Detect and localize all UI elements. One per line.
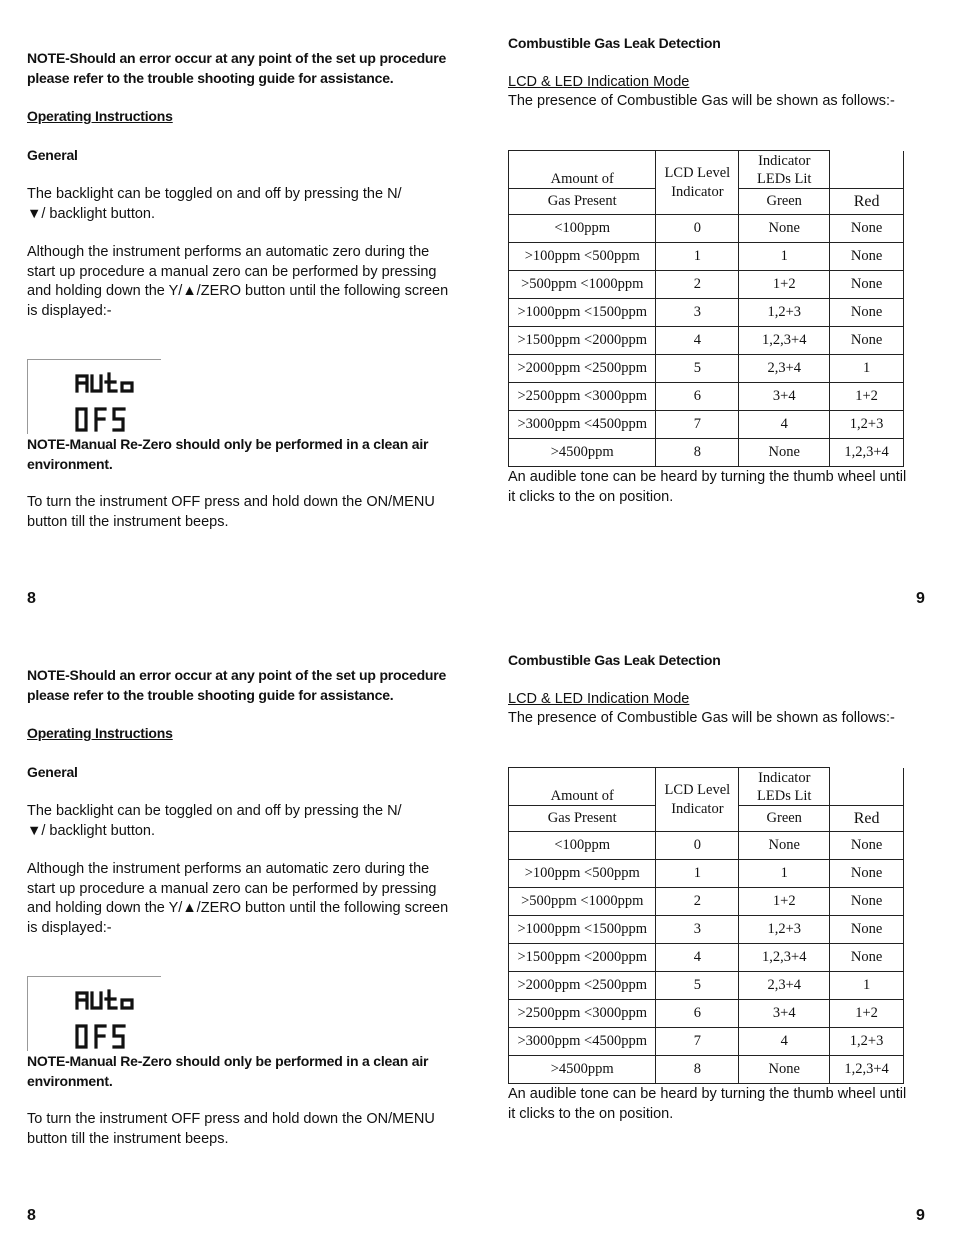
cell-red: 1,2,3+4 bbox=[830, 439, 904, 467]
cell-lcd: 4 bbox=[656, 327, 739, 355]
cell-red: None bbox=[830, 215, 904, 243]
para-backlight: The backlight can be toggled on and off by pressing the N/▼/ backlight button. bbox=[27, 803, 402, 839]
table-row bbox=[509, 299, 904, 327]
cell-green: 1+2 bbox=[739, 888, 830, 916]
note-error: NOTE-Should an error occur at any point of the set up procedure please refer to the trouble shooting guide for assistance. bbox=[27, 50, 447, 86]
cell-lcd: 8 bbox=[656, 1056, 739, 1084]
cell-green: 1,2+3 bbox=[739, 299, 830, 327]
gas-indication-table bbox=[508, 767, 904, 1084]
cell-amount: <100ppm bbox=[509, 832, 656, 860]
page-number-right: 9 bbox=[916, 1207, 925, 1224]
cell-green: 3+4 bbox=[739, 383, 830, 411]
cell-amount: >2500ppm <3000ppm bbox=[509, 1000, 656, 1028]
col-header-red: Red bbox=[830, 189, 904, 215]
cell-red: 1+2 bbox=[830, 383, 904, 411]
col-header-amount: Amount of bbox=[509, 151, 656, 189]
cell-lcd: 3 bbox=[656, 916, 739, 944]
cell-red: 1,2+3 bbox=[830, 411, 904, 439]
cell-green: None bbox=[739, 215, 830, 243]
cell-green: 3+4 bbox=[739, 1000, 830, 1028]
heading-combustible: Combustible Gas Leak Detection bbox=[508, 652, 721, 668]
col-header-amount: Amount of bbox=[509, 768, 656, 806]
cell-green: 4 bbox=[739, 1028, 830, 1056]
table-row bbox=[509, 355, 904, 383]
page-number-left: 8 bbox=[27, 590, 36, 607]
col-header-lcd: LCD Level Indicator bbox=[656, 151, 739, 215]
cell-red: None bbox=[830, 860, 904, 888]
audible-text: An audible tone can be heard by turning the thumb wheel until it clicks to the on position. bbox=[508, 1086, 907, 1122]
table-row bbox=[509, 944, 904, 972]
col-header-indicator: Indicator LEDs Lit bbox=[739, 768, 830, 806]
note-error: NOTE-Should an error occur at any point of the set up procedure please refer to the trouble shooting guide for assistance. bbox=[27, 667, 447, 703]
cell-red: None bbox=[830, 299, 904, 327]
cell-green: 2,3+4 bbox=[739, 972, 830, 1000]
cell-lcd: 7 bbox=[656, 1028, 739, 1056]
cell-red: None bbox=[830, 243, 904, 271]
cell-green: 1 bbox=[739, 243, 830, 271]
cell-green: None bbox=[739, 439, 830, 467]
cell-green: 1,2+3 bbox=[739, 916, 830, 944]
table-row bbox=[509, 327, 904, 355]
cell-lcd: 6 bbox=[656, 383, 739, 411]
cell-red: None bbox=[830, 327, 904, 355]
cell-red: None bbox=[830, 271, 904, 299]
table-row bbox=[509, 1028, 904, 1056]
note-rezero: NOTE-Manual Re-Zero should only be performed in a clean air environment. bbox=[27, 1053, 429, 1089]
table-row bbox=[509, 916, 904, 944]
page-spread-2 bbox=[0, 617, 954, 1234]
cell-green: None bbox=[739, 1056, 830, 1084]
col-header-green: Green bbox=[739, 806, 830, 832]
cell-amount: >2000ppm <2500ppm bbox=[509, 972, 656, 1000]
table-row bbox=[509, 888, 904, 916]
cell-lcd: 5 bbox=[656, 972, 739, 1000]
cell-amount: >1500ppm <2000ppm bbox=[509, 327, 656, 355]
para-backlight: The backlight can be toggled on and off by pressing the N/▼/ backlight button. bbox=[27, 186, 402, 222]
cell-lcd: 2 bbox=[656, 888, 739, 916]
table-row bbox=[509, 1000, 904, 1028]
col-header-green: Green bbox=[739, 189, 830, 215]
cell-amount: >500ppm <1000ppm bbox=[509, 888, 656, 916]
cell-amount: >1500ppm <2000ppm bbox=[509, 944, 656, 972]
para-turn-off: To turn the instrument OFF press and hold down the ON/MENU button till the instrument beeps. bbox=[27, 1111, 435, 1147]
cell-green: 1,2,3+4 bbox=[739, 944, 830, 972]
cell-lcd: 1 bbox=[656, 243, 739, 271]
cell-red: None bbox=[830, 832, 904, 860]
cell-red: 1 bbox=[830, 972, 904, 1000]
intro-text: The presence of Combustible Gas will be shown as follows:- bbox=[508, 93, 895, 109]
audible-text: An audible tone can be heard by turning the thumb wheel until it clicks to the on position. bbox=[508, 469, 907, 505]
cell-lcd: 0 bbox=[656, 832, 739, 860]
heading-operating-instructions: Operating Instructions bbox=[27, 108, 173, 124]
col-header-gas-present: Gas Present bbox=[509, 806, 656, 832]
lcd-auto-ofs-graphic bbox=[28, 360, 162, 435]
cell-lcd: 3 bbox=[656, 299, 739, 327]
table-row bbox=[509, 215, 904, 243]
cell-lcd: 1 bbox=[656, 860, 739, 888]
cell-amount: >2500ppm <3000ppm bbox=[509, 383, 656, 411]
col-header-lcd: LCD Level Indicator bbox=[656, 768, 739, 832]
col-header-indicator: Indicator LEDs Lit bbox=[739, 151, 830, 189]
page-number-left: 8 bbox=[27, 1207, 36, 1224]
cell-amount: >100ppm <500ppm bbox=[509, 860, 656, 888]
cell-lcd: 8 bbox=[656, 439, 739, 467]
gas-indication-table bbox=[508, 150, 904, 467]
cell-lcd: 4 bbox=[656, 944, 739, 972]
cell-green: None bbox=[739, 832, 830, 860]
table-row bbox=[509, 860, 904, 888]
cell-amount: >2000ppm <2500ppm bbox=[509, 355, 656, 383]
cell-amount: >1000ppm <1500ppm bbox=[509, 916, 656, 944]
table-row bbox=[509, 832, 904, 860]
lcd-display-image bbox=[27, 976, 161, 1051]
col-header-blank bbox=[830, 768, 904, 806]
cell-red: 1,2+3 bbox=[830, 1028, 904, 1056]
intro-text: The presence of Combustible Gas will be shown as follows:- bbox=[508, 710, 895, 726]
table-row bbox=[509, 972, 904, 1000]
table-row bbox=[509, 271, 904, 299]
cell-green: 4 bbox=[739, 411, 830, 439]
cell-red: 1 bbox=[830, 355, 904, 383]
cell-red: 1+2 bbox=[830, 1000, 904, 1028]
para-turn-off: To turn the instrument OFF press and hold down the ON/MENU button till the instrument beeps. bbox=[27, 494, 435, 530]
col-header-blank bbox=[830, 151, 904, 189]
note-rezero: NOTE-Manual Re-Zero should only be performed in a clean air environment. bbox=[27, 436, 429, 472]
table-row bbox=[509, 411, 904, 439]
cell-lcd: 5 bbox=[656, 355, 739, 383]
cell-red: 1,2,3+4 bbox=[830, 1056, 904, 1084]
cell-lcd: 2 bbox=[656, 271, 739, 299]
cell-green: 1+2 bbox=[739, 271, 830, 299]
cell-red: None bbox=[830, 916, 904, 944]
cell-red: None bbox=[830, 944, 904, 972]
table-row bbox=[509, 439, 904, 467]
table-row bbox=[509, 383, 904, 411]
para-zero: Although the instrument performs an automatic zero during the start up procedure a manual zero can be performed by pressing and holding down the Y/▲/ZERO button until the following screen is displayed:- bbox=[27, 244, 449, 319]
cell-amount: >100ppm <500ppm bbox=[509, 243, 656, 271]
lcd-display-image bbox=[27, 359, 161, 434]
cell-amount: >4500ppm bbox=[509, 1056, 656, 1084]
cell-amount: >3000ppm <4500ppm bbox=[509, 411, 656, 439]
heading-general: General bbox=[27, 764, 78, 780]
col-header-red: Red bbox=[830, 806, 904, 832]
cell-lcd: 7 bbox=[656, 411, 739, 439]
cell-amount: >500ppm <1000ppm bbox=[509, 271, 656, 299]
cell-amount: >4500ppm bbox=[509, 439, 656, 467]
mode-title: LCD & LED Indication Mode bbox=[508, 691, 690, 707]
heading-combustible: Combustible Gas Leak Detection bbox=[508, 35, 721, 51]
page-number-right: 9 bbox=[916, 590, 925, 607]
mode-title: LCD & LED Indication Mode bbox=[508, 74, 690, 90]
cell-amount: >3000ppm <4500ppm bbox=[509, 1028, 656, 1056]
cell-green: 1,2,3+4 bbox=[739, 327, 830, 355]
cell-lcd: 0 bbox=[656, 215, 739, 243]
table-row bbox=[509, 243, 904, 271]
cell-amount: >1000ppm <1500ppm bbox=[509, 299, 656, 327]
heading-general: General bbox=[27, 147, 78, 163]
cell-red: None bbox=[830, 888, 904, 916]
cell-lcd: 6 bbox=[656, 1000, 739, 1028]
page-spread-1 bbox=[0, 0, 954, 617]
cell-amount: <100ppm bbox=[509, 215, 656, 243]
cell-green: 2,3+4 bbox=[739, 355, 830, 383]
cell-green: 1 bbox=[739, 860, 830, 888]
table-row bbox=[509, 1056, 904, 1084]
col-header-gas-present: Gas Present bbox=[509, 189, 656, 215]
heading-operating-instructions: Operating Instructions bbox=[27, 725, 173, 741]
lcd-auto-ofs-graphic bbox=[28, 977, 162, 1052]
para-zero: Although the instrument performs an automatic zero during the start up procedure a manual zero can be performed by pressing and holding down the Y/▲/ZERO button until the following screen is displayed:- bbox=[27, 861, 449, 936]
